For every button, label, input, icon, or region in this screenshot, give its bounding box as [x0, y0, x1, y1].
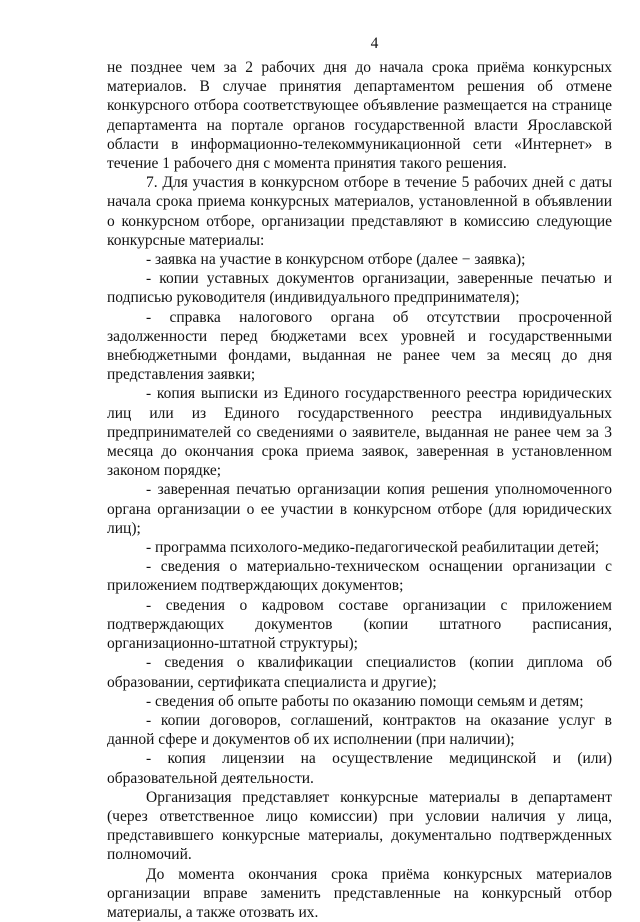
list-item-rehabilitation-program: - программа психолого-медико-педагогической реабилитации детей; — [146, 539, 600, 557]
list-item-tax-certificate: - справка налогового органа об отсутствии просроченной задолженности перед бюджетами всех уровней и государственными внебюджетными фондами, выданная не ранее чем за месяц до дня представления заявки; — [107, 308, 612, 384]
page-number: 4 — [370, 35, 379, 52]
list-item-staff-info: - сведения о кадровом составе организации с приложением подтверждающих документов (копии штатного расписания, организационно-штатной структуры); — [107, 596, 612, 653]
list-item-contracts-copies: - копии договоров, соглашений, контрактов на оказание услуг в данной сфере и документов об их исполнении (при наличии); — [107, 711, 612, 749]
list-item-charter-copies: - копии уставных документов организации, заверенные печатью и подписью руководителя (индивидуального предпринимателя); — [107, 270, 612, 307]
list-item-qualification-info: - сведения о квалификации специалистов (копии диплома об образовании, сертификата специалиста и другие); — [107, 654, 612, 691]
document-page — [107, 34, 612, 922]
list-item-license-copy: - копия лицензии на осуществление медицинской и (или) образовательной деятельности. — [107, 750, 612, 787]
list-item-participation-decision: - заверенная печатью организации копия решения уполномоченного органа организации о ее участии в конкурсном отборе (для юридических лиц); — [107, 481, 612, 537]
list-item-equipment-info: - сведения о материально-техническом оснащении организации с приложением подтверждающих документов; — [107, 558, 612, 595]
list-item-experience-info: - сведения об опыте работы по оказанию помощи семьям и детям; — [146, 692, 584, 710]
paragraph-clause-7: 7. Для участия в конкурсном отборе в течение 5 рабочих дней с даты начала срока приема конкурсных материалов, установленной в объявлении о конкурсном отборе, организации представляют в комиссию следующие конкурсные материалы: — [107, 174, 612, 249]
paragraph-continuation: не позднее чем за 2 рабочих дня до начала срока приёма конкурсных материалов. В случае принятия департаментом решения об отмене конкурсного отбора соответствующее объявление размещается на странице департамента на портале органов государственной власти Ярославской области в информационно-телекоммуникационной сети «Интернет» в течение 1 рабочего дня с момента принятия такого решения. — [107, 59, 612, 173]
list-item-application: - заявка на участие в конкурсном отборе (далее − заявка); — [146, 251, 526, 269]
paragraph-submission: Организация представляет конкурсные материалы в департамент (через ответственное лицо комиссии) при условии наличия у лица, представившего конкурсные материалы, документально подтвержденных полномочий. — [107, 788, 612, 864]
list-item-registry-extract: - копия выписки из Единого государственного реестра юридических лиц или из Единого государственного реестра индивидуальных предпринимателей со сведениями о заявителе, выданная не ранее чем за 3 месяца до окончания срока приема заявок, заверенная в установленном законом порядке; — [107, 385, 612, 480]
paragraph-replacement: До момента окончания срока приёма конкурсных материалов организации вправе заменить представленные на конкурсный отбор материалы, а также отозвать их. — [107, 865, 612, 921]
